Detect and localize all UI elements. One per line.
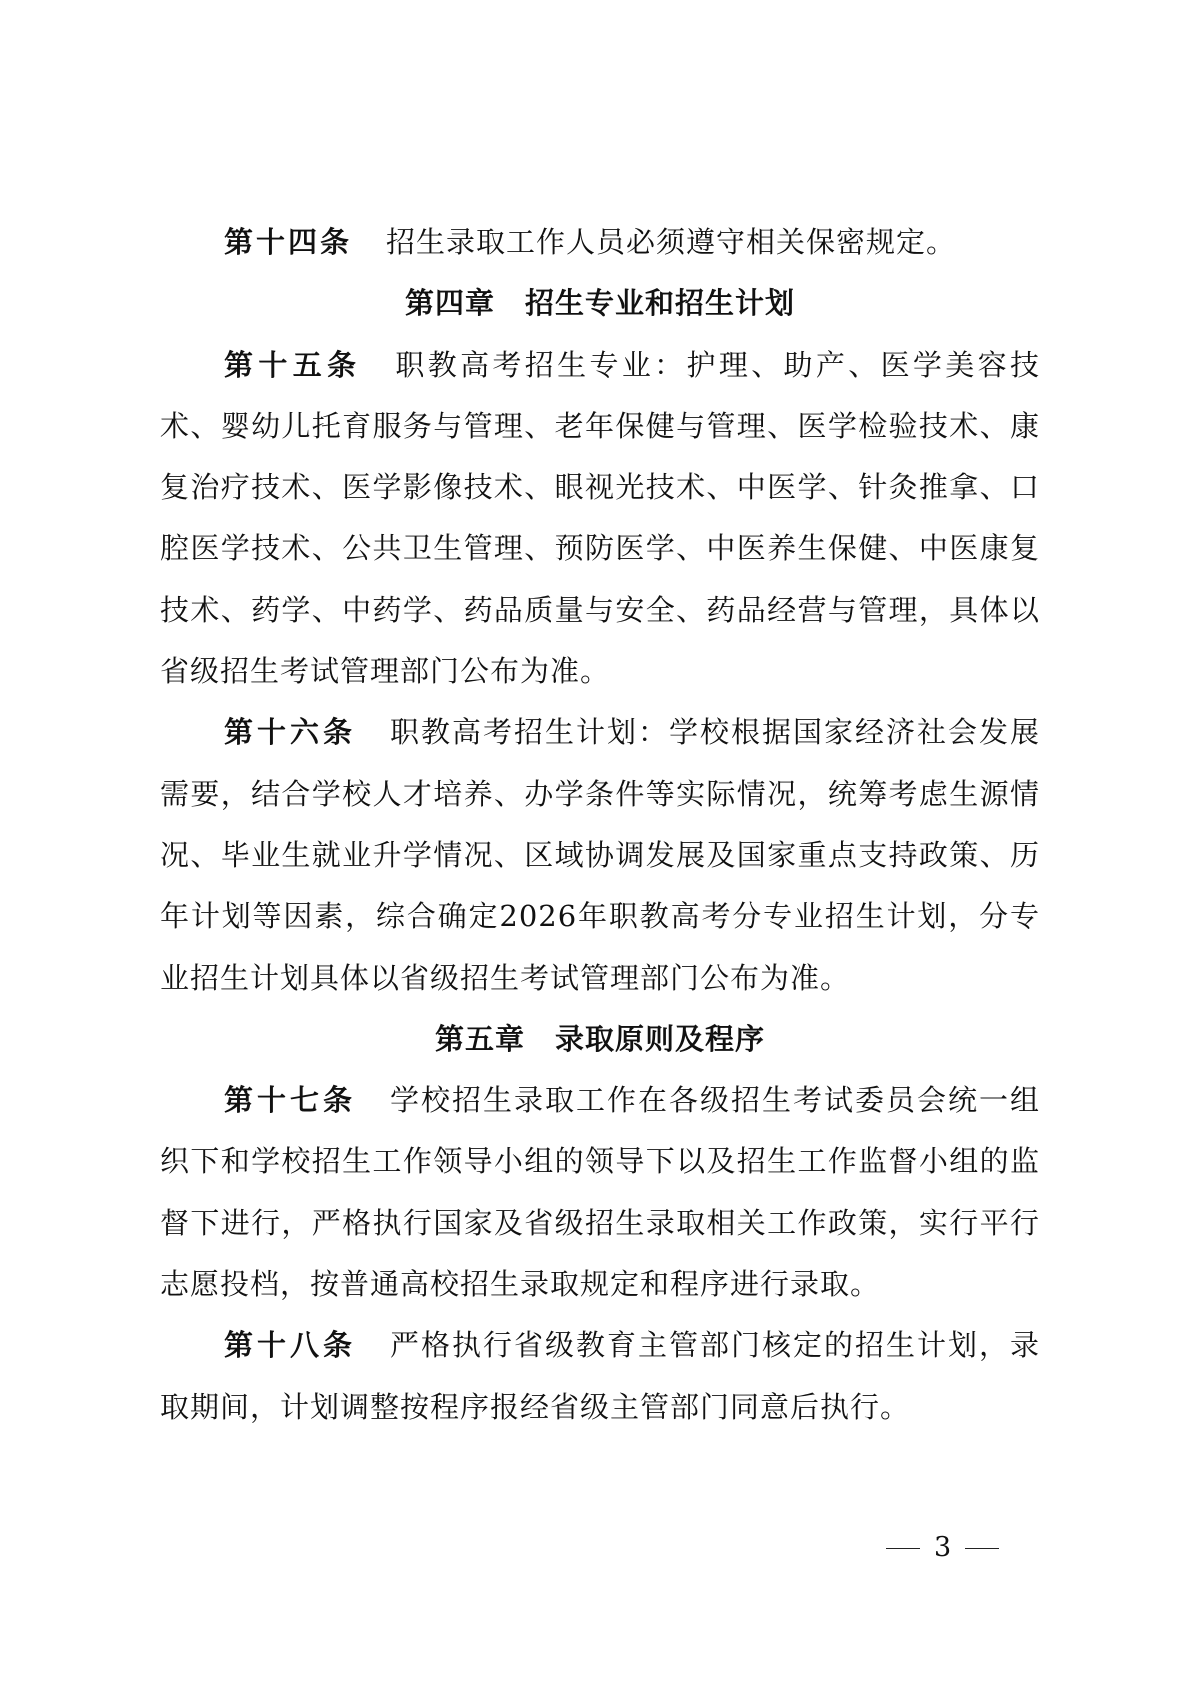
article-label: 第十五条: [224, 347, 362, 382]
article-label: 第十四条: [224, 225, 353, 259]
article-18: [160, 1315, 1040, 1438]
article-label: 第十八条: [224, 1328, 356, 1363]
page-footer: [886, 1532, 999, 1563]
footer-dash-right: [965, 1548, 999, 1549]
article-text: 招生录取工作人员必须遵守相关保密规定。: [386, 225, 957, 259]
article-text: 职教高考招生专业：护理、助产、医学美容技术、婴幼儿托育服务与管理、老年保健与管理、医学检验技术、康复治疗技术、医学影像技术、眼视光技术、中医学、针灸推拿、口腔医学技术、公共卫生管理、预防医学、中医养生保健、中医康复技术、药学、中药学、药品质量与安全、药品经营与管理，具体以省级招生考试管理部门公布为准。: [160, 347, 1040, 689]
chapter-title: 招生专业和招生计划: [525, 286, 796, 321]
article-15: [160, 335, 1040, 703]
article-17: [160, 1070, 1040, 1315]
chapter-title: 录取原则及程序: [555, 1021, 766, 1056]
article-label: 第十七条: [224, 1083, 356, 1118]
chapter-4-heading: [160, 273, 1040, 334]
chapter-5-heading: [160, 1009, 1040, 1070]
footer-dash-left: [886, 1548, 920, 1549]
document-body: [160, 212, 1040, 1438]
page-number: 3: [934, 1532, 952, 1563]
article-label: 第十六条: [224, 715, 356, 750]
article-text: 学校招生录取工作在各级招生考试委员会统一组织下和学校招生工作领导小组的领导下以及招生工作监督小组的监督下进行，严格执行国家及省级招生录取相关工作政策，实行平行志愿投档，按普通高校招生录取规定和程序进行录取。: [160, 1083, 1040, 1302]
chapter-number: 第四章: [404, 286, 495, 321]
chapter-number: 第五章: [434, 1021, 525, 1056]
article-16: [160, 702, 1040, 1008]
article-text: 严格执行省级教育主管部门核定的招生计划，录取期间，计划调整按程序报经省级主管部门同意后执行。: [160, 1328, 1040, 1424]
article-text: 职教高考招生计划：学校根据国家经济社会发展需要，结合学校人才培养、办学条件等实际情况，统筹考虑生源情况、毕业生就业升学情况、区域协调发展及国家重点支持政策、历年计划等因素，综合确定2026年职教高考分专业招生计划，分专业招生计划具体以省级招生考试管理部门公布为准。: [160, 715, 1040, 995]
article-14: [160, 212, 1040, 273]
